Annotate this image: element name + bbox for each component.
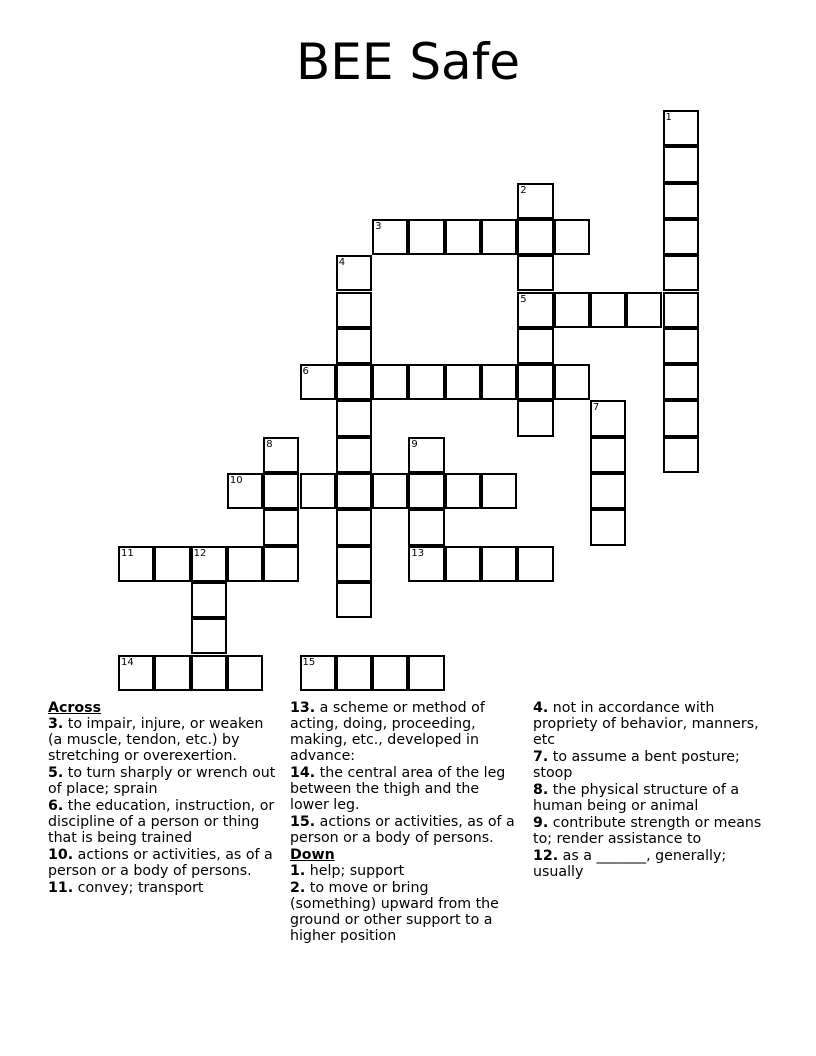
clue-down-2: 2. to move or bring (something) upward from the ground or other support to a higher position — [290, 880, 499, 944]
grid-cell[interactable] — [626, 292, 662, 328]
grid-cell[interactable] — [663, 437, 699, 473]
grid-cell[interactable] — [445, 219, 481, 255]
clue-number-8: 8 — [266, 438, 273, 450]
clue-across-10: 10. actions or activities, as of a person or a body of persons. — [48, 847, 273, 879]
grid-cell[interactable] — [481, 473, 517, 509]
grid-cell[interactable] — [336, 509, 372, 545]
down-heading: Down — [290, 847, 335, 863]
grid-cell[interactable] — [408, 655, 444, 691]
grid-cell[interactable] — [590, 292, 626, 328]
clues-column-1 — [48, 700, 276, 897]
clue-number-14: 14 — [121, 656, 134, 668]
clue-number-7: 7 — [592, 402, 600, 414]
grid-cell[interactable] — [372, 364, 408, 400]
clue-number-2: 2 — [520, 184, 527, 196]
clues-column-2 — [290, 700, 518, 945]
grid-cell[interactable] — [227, 655, 263, 691]
grid-cell[interactable] — [263, 509, 299, 545]
grid-cell[interactable] — [663, 255, 699, 291]
grid-cell[interactable] — [517, 364, 553, 400]
grid-cell[interactable] — [663, 400, 699, 436]
grid-cell[interactable] — [372, 655, 408, 691]
grid-cell[interactable] — [517, 400, 553, 436]
grid-cell[interactable] — [263, 473, 299, 509]
clue-down-4: 4. not in accordance with propriety of behavior, manners, etc — [533, 700, 759, 748]
clue-number-5: 5 — [520, 293, 527, 305]
grid-cell[interactable] — [263, 546, 299, 582]
grid-cell[interactable] — [336, 437, 372, 473]
grid-cell[interactable] — [336, 473, 372, 509]
grid-cell[interactable] — [191, 618, 227, 654]
clue-down-7: 7. to assume a bent posture; stoop — [533, 749, 740, 781]
grid-cell[interactable] — [408, 364, 444, 400]
grid-cell[interactable] — [336, 655, 372, 691]
grid-cell[interactable] — [336, 582, 372, 618]
clue-across-3: 3. to impair, injure, or weaken (a muscle, tendon, etc.) by stretching or overexertion. — [48, 716, 264, 764]
grid-cell[interactable] — [554, 364, 590, 400]
grid-cell[interactable] — [154, 655, 190, 691]
grid-cell[interactable] — [336, 328, 372, 364]
grid-cell[interactable] — [372, 473, 408, 509]
clue-across-14: 14. the central area of the leg between the thigh and the lower leg. — [290, 765, 506, 813]
grid-cell[interactable] — [336, 546, 372, 582]
grid-cell[interactable] — [408, 473, 444, 509]
clue-down-1: 1. help; support — [290, 863, 405, 879]
clue-down-8: 8. the physical structure of a human being or animal — [533, 782, 740, 814]
clue-number-10: 10 — [229, 475, 243, 486]
grid-cell[interactable] — [336, 364, 372, 400]
grid-cell[interactable] — [191, 582, 227, 618]
grid-cell[interactable] — [408, 219, 444, 255]
grid-cell[interactable] — [336, 400, 372, 436]
grid-cell[interactable] — [445, 546, 481, 582]
clue-number-1: 1 — [665, 112, 672, 123]
clue-number-4: 4 — [338, 257, 346, 269]
grid-cell[interactable] — [481, 364, 517, 400]
grid-cell[interactable] — [590, 473, 626, 509]
grid-cell[interactable] — [663, 183, 699, 219]
across-heading: Across — [48, 700, 102, 716]
clues-column-3 — [533, 700, 763, 881]
page-title: BEE Safe — [295, 33, 521, 91]
grid-cell[interactable] — [663, 364, 699, 400]
grid-cell[interactable] — [408, 509, 444, 545]
grid-cell[interactable] — [663, 146, 699, 182]
grid-cell[interactable] — [590, 437, 626, 473]
clue-number-11: 11 — [121, 547, 134, 559]
grid-cell[interactable] — [554, 219, 590, 255]
clue-number-13: 13 — [411, 547, 425, 559]
clue-across-13: 13. a scheme or method of acting, doing, proceeding, making, etc., developed in advance: — [290, 700, 485, 764]
grid-cell[interactable] — [336, 292, 372, 328]
grid-cell[interactable] — [445, 364, 481, 400]
clue-number-3: 3 — [375, 220, 382, 232]
clue-number-15: 15 — [302, 656, 316, 668]
grid-cell[interactable] — [517, 255, 553, 291]
grid-cell[interactable] — [227, 546, 263, 582]
grid-cell[interactable] — [663, 292, 699, 328]
clue-down-9: 9. contribute strength or means to; render assistance to — [533, 815, 762, 847]
clue-across-5: 5. to turn sharply or wrench out of place; sprain — [48, 765, 276, 797]
clue-down-12: 12. as a _______, generally; usually — [533, 848, 727, 880]
grid-cell[interactable] — [154, 546, 190, 582]
clue-number-12: 12 — [193, 547, 207, 559]
clue-across-15: 15. actions or activities, as of a person or a body of persons. — [290, 814, 515, 846]
grid-cell[interactable] — [445, 473, 481, 509]
grid-cell[interactable] — [590, 509, 626, 545]
grid-cell[interactable] — [300, 473, 336, 509]
clue-across-6: 6. the education, instruction, or discipline of a person or thing that is being trained — [48, 798, 275, 846]
grid-cell[interactable] — [517, 219, 553, 255]
clue-number-9: 9 — [411, 438, 418, 450]
grid-cell[interactable] — [554, 292, 590, 328]
grid-cell[interactable] — [663, 219, 699, 255]
clue-number-6: 6 — [302, 366, 309, 378]
grid-cell[interactable] — [517, 328, 553, 364]
grid-cell[interactable] — [481, 219, 517, 255]
clue-across-11: 11. convey; transport — [48, 880, 204, 896]
grid-cell[interactable] — [663, 328, 699, 364]
grid-cell[interactable] — [517, 546, 553, 582]
grid-cell[interactable] — [191, 655, 227, 691]
grid-cell[interactable] — [481, 546, 517, 582]
